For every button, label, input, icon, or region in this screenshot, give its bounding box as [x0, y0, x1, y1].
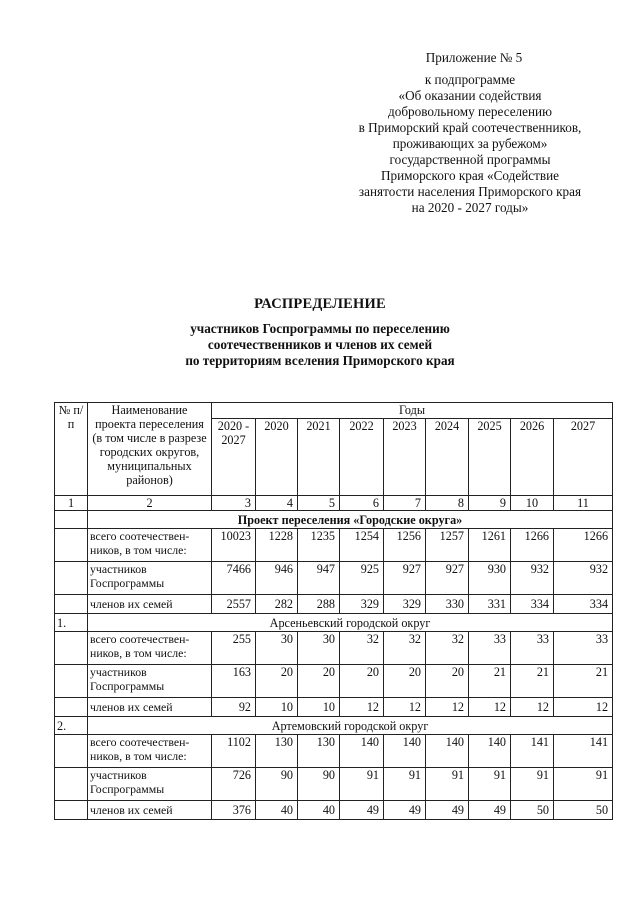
row-label: членов их семей: [88, 698, 212, 717]
appendix-line: занятости населения Приморского края: [358, 184, 582, 199]
value-cell: 1102: [212, 735, 256, 768]
appendix-line: Приморского края «Содействие: [380, 168, 560, 183]
header-year: 2020 - 2027: [212, 419, 256, 496]
column-number-row: [55, 496, 613, 511]
header-year: 2027: [554, 419, 613, 496]
value-cell: 33: [511, 632, 554, 665]
table-row: [55, 529, 613, 562]
header-year: 2025: [469, 419, 511, 496]
appendix-block: [330, 50, 610, 216]
value-cell: 7466: [212, 562, 256, 595]
row-number-cell: [55, 768, 88, 801]
header-year: 2022: [340, 419, 384, 496]
value-cell: 91: [384, 768, 426, 801]
value-cell: 130: [298, 735, 340, 768]
appendix-line: в Приморский край соотечественников,: [358, 120, 582, 135]
value-cell: 932: [511, 562, 554, 595]
row-number-cell: [55, 529, 88, 562]
table-row: [55, 562, 613, 595]
column-number: 11: [554, 496, 613, 511]
value-cell: 1266: [511, 529, 554, 562]
value-cell: 91: [511, 768, 554, 801]
table-row: [55, 735, 613, 768]
header-name: Наименование проекта переселения (в том числе в разрезе городских округов, муниципальных районов): [88, 403, 212, 496]
value-cell: 21: [469, 665, 511, 698]
row-label: участников Госпрограммы: [88, 665, 212, 698]
value-cell: 329: [384, 595, 426, 614]
value-cell: 331: [469, 595, 511, 614]
value-cell: 1254: [340, 529, 384, 562]
distribution-table: [54, 402, 613, 820]
value-cell: 32: [426, 632, 469, 665]
value-cell: 930: [469, 562, 511, 595]
table-row: [55, 665, 613, 698]
value-cell: 92: [212, 698, 256, 717]
value-cell: 140: [340, 735, 384, 768]
document-subtitle: [0, 321, 640, 369]
row-number-cell: [55, 632, 88, 665]
column-number: 1: [55, 496, 88, 511]
value-cell: 932: [554, 562, 613, 595]
value-cell: 50: [511, 801, 554, 820]
table-row: [55, 595, 613, 614]
document-title: РАСПРЕДЕЛЕНИЕ: [254, 296, 386, 312]
subtitle-line: по территориям вселения Приморского края: [185, 353, 455, 368]
value-cell: 33: [469, 632, 511, 665]
table-row: [55, 698, 613, 717]
value-cell: 20: [384, 665, 426, 698]
value-cell: 21: [554, 665, 613, 698]
table-row: [55, 632, 613, 665]
value-cell: 32: [384, 632, 426, 665]
value-cell: 33: [554, 632, 613, 665]
appendix-line: к подпрограмме: [424, 72, 516, 87]
value-cell: 130: [256, 735, 298, 768]
section-row: [55, 717, 613, 735]
row-number-cell: [55, 801, 88, 820]
row-label: членов их семей: [88, 801, 212, 820]
value-cell: 40: [298, 801, 340, 820]
value-cell: 91: [340, 768, 384, 801]
header-year: 2023: [384, 419, 426, 496]
column-number: 3: [212, 496, 256, 511]
value-cell: 927: [426, 562, 469, 595]
header-years-label: Годы: [212, 403, 613, 419]
value-cell: 1228: [256, 529, 298, 562]
table-row: [55, 768, 613, 801]
section-row: [55, 511, 613, 529]
value-cell: 282: [256, 595, 298, 614]
subtitle-line: участников Госпрограммы по переселению: [190, 321, 450, 336]
value-cell: 91: [426, 768, 469, 801]
section-row: [55, 614, 613, 632]
value-cell: 334: [511, 595, 554, 614]
row-number-cell: [55, 665, 88, 698]
row-label: участников Госпрограммы: [88, 768, 212, 801]
header-year: 2020: [256, 419, 298, 496]
value-cell: 49: [340, 801, 384, 820]
value-cell: 2557: [212, 595, 256, 614]
subtitle-line: соотечественников и членов их семей: [207, 337, 433, 352]
value-cell: 10: [256, 698, 298, 717]
row-number-cell: [55, 562, 88, 595]
value-cell: 21: [511, 665, 554, 698]
value-cell: 12: [384, 698, 426, 717]
value-cell: 90: [298, 768, 340, 801]
value-cell: 1235: [298, 529, 340, 562]
value-cell: 12: [469, 698, 511, 717]
value-cell: 49: [384, 801, 426, 820]
appendix-line: государственной программы: [389, 152, 551, 167]
value-cell: 20: [426, 665, 469, 698]
header-year: 2021: [298, 419, 340, 496]
value-cell: 91: [554, 768, 613, 801]
header-row: [55, 403, 613, 419]
table-row: [55, 801, 613, 820]
appendix-number: Приложение № 5: [425, 50, 523, 65]
section-number: 1.: [55, 614, 88, 632]
header-year: 2024: [426, 419, 469, 496]
value-cell: 91: [469, 768, 511, 801]
header-num: № п/п: [55, 403, 88, 496]
value-cell: 141: [511, 735, 554, 768]
section-number: 2.: [55, 717, 88, 735]
column-number: 5: [298, 496, 340, 511]
value-cell: 12: [426, 698, 469, 717]
value-cell: 330: [426, 595, 469, 614]
column-number: 2: [88, 496, 212, 511]
value-cell: 288: [298, 595, 340, 614]
value-cell: 1266: [554, 529, 613, 562]
column-number: 9: [469, 496, 511, 511]
value-cell: 10023: [212, 529, 256, 562]
value-cell: 10: [298, 698, 340, 717]
value-cell: 141: [554, 735, 613, 768]
value-cell: 12: [340, 698, 384, 717]
value-cell: 40: [256, 801, 298, 820]
value-cell: 30: [256, 632, 298, 665]
appendix-line: добровольному переселению: [388, 104, 552, 119]
value-cell: 927: [384, 562, 426, 595]
value-cell: 90: [256, 768, 298, 801]
column-number: 8: [426, 496, 469, 511]
value-cell: 334: [554, 595, 613, 614]
column-number: 6: [340, 496, 384, 511]
row-label: участников Госпрограммы: [88, 562, 212, 595]
value-cell: 255: [212, 632, 256, 665]
value-cell: 49: [426, 801, 469, 820]
section-title: Проект переселения «Городские округа»: [88, 511, 613, 529]
value-cell: 20: [298, 665, 340, 698]
row-label: всего соотечествен-ников, в том числе:: [88, 632, 212, 665]
value-cell: 49: [469, 801, 511, 820]
header-year: 2026: [511, 419, 554, 496]
row-label: всего соотечествен-ников, в том числе:: [88, 735, 212, 768]
value-cell: 32: [340, 632, 384, 665]
value-cell: 140: [426, 735, 469, 768]
value-cell: 140: [384, 735, 426, 768]
section-title: Артемовский городской округ: [88, 717, 613, 735]
value-cell: 12: [511, 698, 554, 717]
value-cell: 1257: [426, 529, 469, 562]
value-cell: 20: [256, 665, 298, 698]
value-cell: 925: [340, 562, 384, 595]
appendix-line: «Об оказании содействия: [398, 88, 542, 103]
value-cell: 329: [340, 595, 384, 614]
value-cell: 376: [212, 801, 256, 820]
value-cell: 50: [554, 801, 613, 820]
value-cell: 1256: [384, 529, 426, 562]
row-label: всего соотечествен-ников, в том числе:: [88, 529, 212, 562]
column-number: 4: [256, 496, 298, 511]
table-body: [55, 511, 613, 820]
value-cell: 140: [469, 735, 511, 768]
row-number-cell: [55, 698, 88, 717]
value-cell: 20: [340, 665, 384, 698]
row-number-cell: [55, 595, 88, 614]
value-cell: 1261: [469, 529, 511, 562]
value-cell: 947: [298, 562, 340, 595]
column-number: 7: [384, 496, 426, 511]
value-cell: 946: [256, 562, 298, 595]
value-cell: 163: [212, 665, 256, 698]
value-cell: 12: [554, 698, 613, 717]
row-number-cell: [55, 735, 88, 768]
row-label: членов их семей: [88, 595, 212, 614]
column-number: 10: [511, 496, 554, 511]
appendix-line: на 2020 - 2027 годы»: [411, 200, 529, 215]
appendix-line: проживающих за рубежом»: [392, 136, 548, 151]
section-number: [55, 511, 88, 529]
value-cell: 726: [212, 768, 256, 801]
section-title: Арсеньевский городской округ: [88, 614, 613, 632]
value-cell: 30: [298, 632, 340, 665]
